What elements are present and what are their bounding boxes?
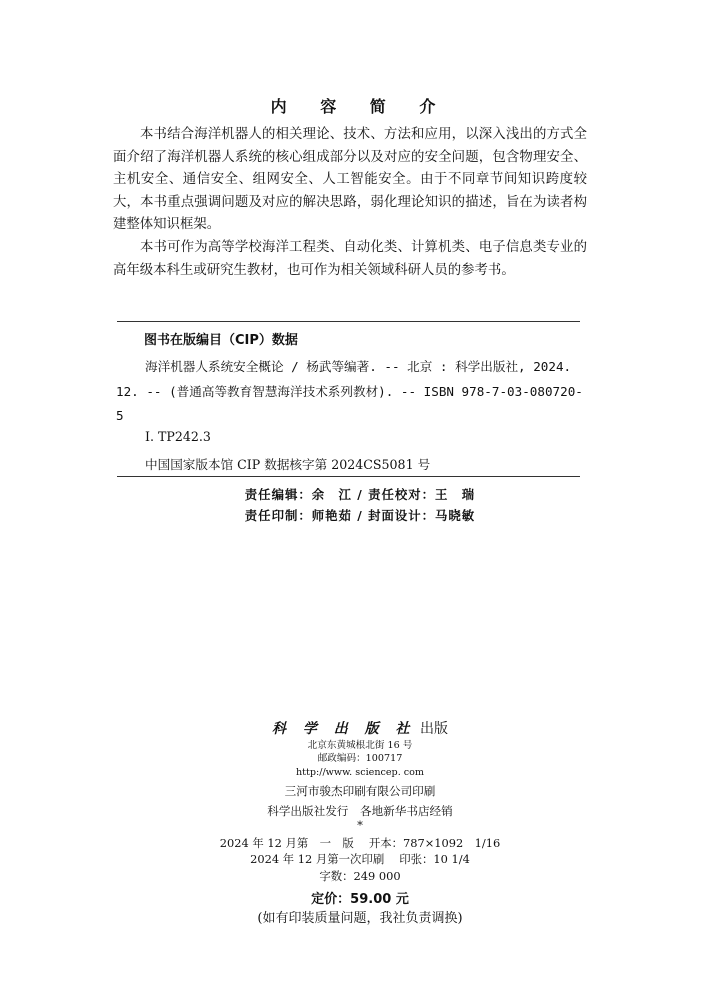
publisher-address: 北京东黄城根北街 16 号	[307, 740, 413, 751]
word-count: 字数：249 000	[319, 869, 401, 883]
printing-line: 2024 年 12 月第一次印刷 印张：10 1/4	[250, 852, 470, 866]
cip-classification: Ⅰ. TP242.3	[145, 429, 211, 444]
printer-line: 三河市骏杰印刷有限公司印刷	[284, 784, 436, 798]
publisher-postcode: 邮政编码：100717	[317, 753, 403, 764]
cip-bottom-rule	[117, 476, 580, 477]
cip-approval-number: 中国国家版本馆 CIP 数据核字第 2024CS5081 号	[145, 457, 431, 472]
credits-production: 责任印制：师艳茹 / 封面设计：马晓敏	[244, 508, 476, 523]
cip-heading: 图书在版编目（CIP）数据	[144, 333, 298, 348]
intro-paragraph-1: 本书结合海洋机器人的相关理论、技术、方法和应用，以深入浅出的方式全面介绍了海洋机器人系统的核心组成部分以及对应的安全问题，包含物理安全、主机安全、通信安全、组网安全、人工智能安全。由于不同章节间知识跨度较大，本书重点强调问题及对应的解决思路，弱化理论知识的描述，旨在为读者构建整体知识框架。	[113, 127, 587, 233]
publisher-line	[0, 718, 720, 738]
intro-title: 内 容 简 介	[270, 97, 450, 116]
edition-line: 2024 年 12 月第 一 版 开本：787×1092 1/16	[219, 836, 501, 850]
quality-note: (如有印装质量问题，我社负责调换)	[257, 911, 463, 926]
intro-paragraph-2: 本书可作为高等学校海洋工程类、自动化类、计算机类、电子信息类专业的高年级本科生或研究生教材，也可作为相关领域科研人员的参考书。	[113, 240, 587, 278]
distribution-line: 科学出版社发行 各地新华书店经销	[267, 804, 453, 818]
cip-top-rule	[117, 321, 580, 322]
publisher-suffix: 出版	[419, 721, 448, 737]
publisher-name: 科 学 出 版 社	[272, 721, 416, 737]
publisher-website: http://www. sciencep. com	[295, 767, 425, 778]
price: 定价：59.00 元	[311, 892, 409, 907]
credits-editors: 责任编辑：余 江 / 责任校对：王 瑞	[244, 487, 476, 502]
cip-record: 海洋机器人系统安全概论 / 杨武等编著. -- 北京 : 科学出版社, 2024. 12. -- (普通高等教育智慧海洋技术系列教材). -- ISBN 978-7-03-080720-5	[116, 359, 583, 424]
separator-star: *	[357, 818, 363, 832]
